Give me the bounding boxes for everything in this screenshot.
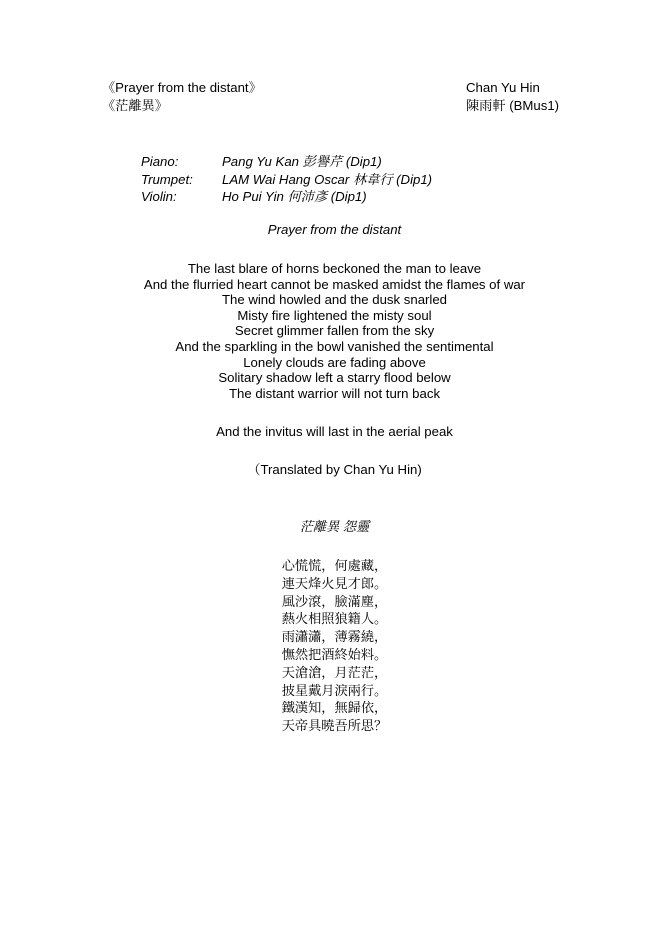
chinese-poem-line: 雨瀟瀟，薄霧繞，: [281, 629, 388, 645]
chinese-poem-line: 憮然把酒終始料。: [281, 646, 388, 662]
poem-line: And the flurried heart cannot be masked amidst the flames of war: [143, 276, 526, 292]
poem-english: [0, 262, 669, 402]
poem-line: The last blare of horns beckoned the man to leave: [187, 261, 482, 276]
poem-line: Secret glimmer fallen from the sky: [234, 323, 435, 339]
chinese-poem-title: 茫離異 怨靈: [299, 519, 370, 534]
composer-chinese: 陳雨軒 (BMus1): [466, 98, 560, 113]
translation-credit: （Translated by Chan Yu Hin): [247, 462, 422, 477]
poem-line: Lonely clouds are fading above: [243, 354, 426, 370]
title-chinese: 《茫離異》: [102, 98, 168, 113]
performers-list: [141, 155, 432, 208]
chinese-poem-line: 爇火相照狼籍人。: [281, 611, 388, 627]
performer-name: LAM Wai Hang Oscar 林韋行 (Dip1): [222, 171, 433, 187]
performer-name: Ho Pui Yin 何沛彥 (Dip1): [222, 189, 367, 205]
chinese-poem-line: 心慌慌，何處藏，: [281, 558, 388, 573]
performer-role: Trumpet:: [141, 171, 193, 187]
poem-title: Prayer from the distant: [267, 222, 402, 237]
performer-row: [141, 155, 432, 173]
composer-english: Chan Yu Hin: [466, 80, 540, 95]
chinese-poem-line: 連天烽火見才郎。: [281, 575, 388, 591]
performer-name: Pang Yu Kan 彭譽芹 (Dip1): [222, 154, 382, 169]
poem-line: And the sparkling in the bowl vanished the sentimental: [175, 338, 494, 354]
poem-chinese: [0, 559, 669, 737]
poem-coda: And the invitus will last in the aerial peak: [216, 424, 453, 439]
chinese-poem-line: 天帝具曉吾所思？: [281, 718, 388, 734]
chinese-poem-line: 風沙滾，臉滿塵，: [281, 593, 388, 609]
poem-line: The distant warrior will not turn back: [228, 385, 441, 401]
poem-line: The wind howled and the dusk snarled: [221, 292, 448, 308]
header-left: [102, 81, 262, 117]
chinese-poem-line: 天滄滄，月茫茫，: [281, 664, 388, 680]
performer-row: [141, 190, 432, 208]
performer-row: [141, 173, 432, 191]
poem-line: Misty fire lightened the misty soul: [237, 307, 432, 323]
header-right: [466, 81, 559, 117]
chinese-poem-line: 鐵漢知，無歸依，: [281, 700, 388, 716]
chinese-poem-line: 披星戴月淚兩行。: [281, 682, 388, 698]
performer-role: Violin:: [141, 189, 177, 205]
poem-line: Solitary shadow left a starry flood below: [218, 370, 451, 386]
performer-role: Piano:: [141, 154, 179, 169]
title-english: 《Prayer from the distant》: [102, 80, 262, 95]
